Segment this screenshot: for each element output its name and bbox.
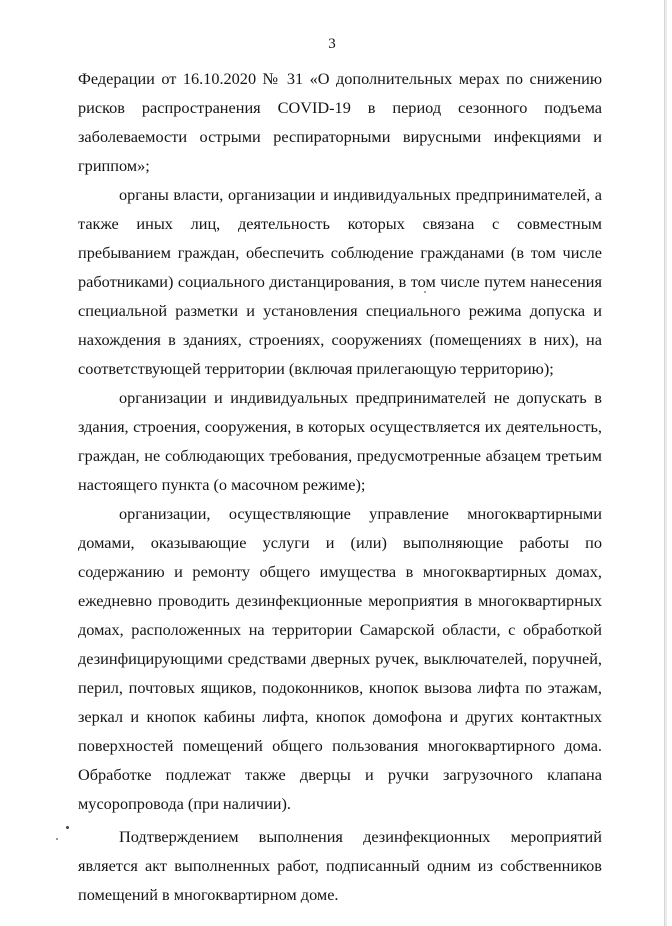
paragraph-no-admission: организации и индивидуальных предпринимателей не допускать в здания, строения, сооружения, в которых осуществляется их деятельность, граждан, не соблюдающих требования, предусмотренные абзацем третьим настоящего пункта (о масочном режиме); <box>78 388 602 494</box>
scan-speck <box>66 826 69 829</box>
paragraph-confirmation: Подтверждением выполнения дезинфекционных мероприятий является акт выполненных работ, подписанный одним из собственников помещений в многоквартирном доме. <box>78 827 602 904</box>
paragraph-continuation: Федерации от 16.10.2020 № 31 «О дополнительных мерах по снижению рисков распространения COVID-19 в период сезонного подъема заболеваемости острыми респираторными вирусными инфекциями и гриппом»; <box>78 69 602 175</box>
scan-speck <box>424 291 426 293</box>
document-body <box>78 64 602 909</box>
paragraph-social-distancing: органы власти, организации и индивидуальных предпринимателей, а также иных лиц, деятельность которых связана с совместным пребыванием граждан, обеспечить соблюдение гражданами (в том числе работниками) социального дистанцирования, в том числе путем нанесения специальной разметки и установления специального режима допуска и нахождения в зданиях, строениях, сооружениях (помещениях в них), на соответствующей территории (включая прилегающую территорию); <box>78 185 602 378</box>
scan-speck <box>56 838 58 840</box>
paragraph-disinfection: организации, осуществляющие управление многоквартирными домами, оказывающие услуги и (или) выполняющие работы по содержанию и ремонту общего имущества в многоквартирных домах, ежедневно проводить дезинфекционные мероприятия в многоквартирных домах, расположенных на территории Самарской области, с обработкой дезинфицирующими средствами дверных ручек, выключателей, поручней, перил, почтовых ящиков, подоконников, кнопок вызова лифта по этажам, зеркал и кнопок кабины лифта, кнопок домофона и других контактных поверхностей помещений общего пользования многоквартирного дома. Обработке подлежат также дверцы и ручки загрузочного клапана мусоропровода (при наличии). <box>78 504 602 813</box>
page-number: 3 <box>328 36 336 52</box>
